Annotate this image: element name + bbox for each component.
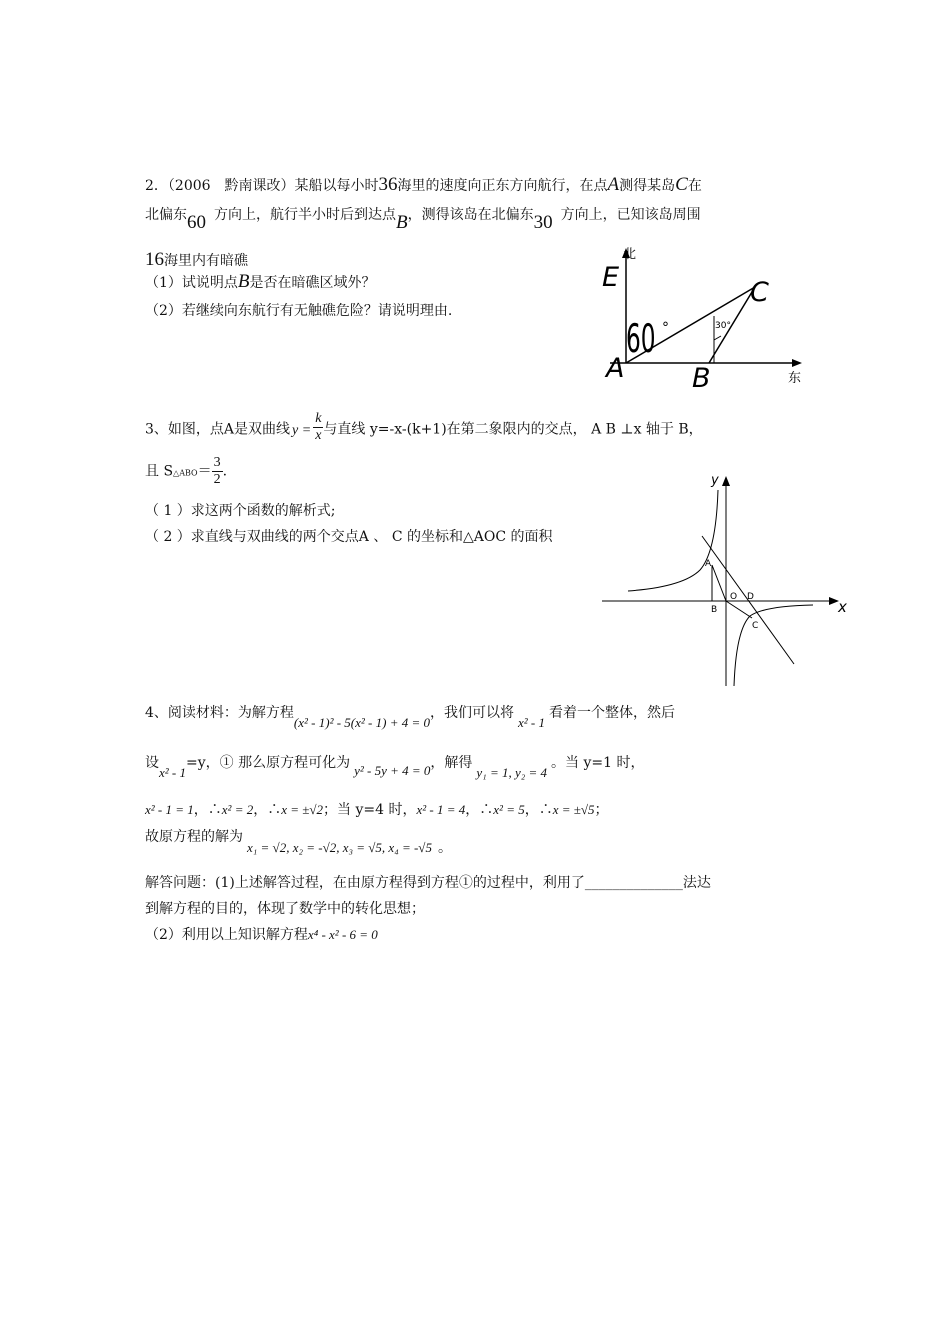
equation-quartic: x⁴ - x² - 6 = 0	[307, 927, 378, 942]
q3-intro	[145, 413, 703, 446]
navigation-diagram	[600, 240, 815, 390]
q3-sub1: （ 1 ）求这两个函数的解析式;	[145, 503, 336, 519]
equation-main: (x² - 1)² - 5(x² - 1) + 4 = 0	[293, 715, 431, 730]
point-b-label: B	[711, 605, 718, 615]
q3-text: 3、如图，点A是双曲线	[145, 421, 291, 438]
solution-y: y₁ = 1, y₂ = 4	[476, 765, 548, 780]
triangle-subscript: △ABO	[173, 468, 198, 478]
q2-line1	[145, 176, 702, 195]
hyperbola-branch-q2	[628, 490, 718, 591]
expression-x2-minus-1: x² - 1	[159, 765, 186, 780]
period: .	[222, 463, 228, 480]
label-c: C	[750, 277, 769, 308]
q2-value-30: 30	[533, 212, 553, 233]
east-label: 东	[788, 371, 802, 386]
q4-text: 4、阅读材料：为解方程	[145, 705, 294, 721]
y-axis-label: y	[711, 473, 719, 488]
q4-text: ，解得	[430, 755, 473, 771]
period: 。	[437, 840, 452, 856]
label-a: A	[606, 353, 625, 384]
q2-text: 在	[687, 178, 702, 194]
point-b-label: B	[396, 212, 408, 233]
expression-x2-minus-1: x² - 1	[518, 715, 546, 730]
fraction-k-over-x	[313, 411, 323, 444]
q2-text: 北偏东	[145, 207, 187, 223]
solution-x: x₁ = √2, x₂ = -√2, x₃ = √5, x₄ = -√5	[247, 840, 432, 855]
equation-step: x² = 5	[493, 802, 525, 817]
equation-step: x² - 1 = 4	[416, 802, 466, 817]
therefore-text: ，∴	[524, 802, 553, 818]
equation-step: x = ±√5	[552, 802, 595, 817]
q4-answer1-cont: 到解方程的目的，体现了数学中的转化思想；	[145, 901, 425, 917]
point-b-label: B	[237, 271, 250, 292]
answer-blank[interactable]: ______________	[584, 875, 683, 891]
segment-ao	[712, 565, 726, 601]
q2-value-36: 36	[378, 174, 398, 195]
angle-60-label: 60	[626, 315, 656, 362]
fraction-denominator: x	[315, 428, 322, 443]
equals-sign: ＝	[197, 463, 212, 480]
q2-text: 方向上，已知该岛周围	[560, 207, 701, 223]
north-label: 北	[623, 247, 637, 262]
q4-text: （2）利用以上知识解方程	[145, 927, 308, 943]
q2-text: 测得某岛	[619, 178, 676, 194]
equation-step: x² = 2	[221, 802, 254, 817]
point-d-label: D	[747, 592, 754, 602]
q2-value-16: 16	[145, 249, 164, 270]
hyperbola-graph	[598, 470, 868, 690]
therefore-text: ，∴	[193, 802, 222, 818]
degree-symbol: °	[662, 320, 669, 336]
q4-text: 设	[145, 755, 159, 771]
therefore-text: ，∴	[253, 802, 282, 818]
q3-area-line	[145, 455, 227, 488]
x-axis-label: x	[838, 598, 847, 616]
q4-line2	[145, 751, 645, 780]
point-c-label: C	[675, 174, 688, 195]
angle-mark-b	[714, 336, 721, 340]
y-equals: y =	[292, 422, 312, 438]
q2-value-60: 60	[187, 212, 206, 233]
segment-oc	[726, 601, 752, 618]
q2-sub2: （2）若继续向东航行有无触礁危险？请说明理由.	[145, 303, 453, 319]
fraction-numerator: k	[315, 411, 322, 426]
q2-text: 方向上，航行半小时后到达点	[214, 207, 396, 223]
q4-line4	[145, 826, 452, 856]
q4-line3	[145, 799, 609, 821]
semicolon: ；	[594, 802, 609, 818]
q4-text: 看着一个整体，然后	[549, 705, 676, 721]
q4-line1	[145, 700, 676, 730]
point-a-label: A	[705, 559, 712, 569]
q2-text: 2．（2006 黔南课改）某船以每小时	[145, 178, 379, 194]
east-arrowhead	[792, 359, 802, 367]
q3-text: 且 S	[145, 463, 174, 480]
q3-text: 与直线 y=-x-(k+1)在第二象限内的交点， A B ⊥x 轴于 B，	[323, 421, 703, 438]
fraction-denominator: 2	[213, 472, 221, 487]
q4-text: ；当 y=4 时，	[323, 802, 417, 818]
point-c-label: C	[752, 621, 759, 631]
q2-sub1-text: 是否在暗礁区域外？	[249, 275, 376, 291]
hyperbola-branch-q4	[734, 605, 813, 686]
q2-line2	[145, 205, 701, 233]
therefore-text: ，∴	[465, 802, 494, 818]
q4-answer2	[145, 926, 378, 944]
fraction-3-over-2	[212, 455, 223, 488]
label-b: B	[692, 363, 711, 390]
q4-text: ，我们可以将	[430, 705, 515, 721]
equation-step: x = ±√2	[281, 802, 324, 817]
q2-sub1	[145, 273, 376, 292]
q2-text: 海里内有暗礁	[164, 253, 248, 269]
q4-text: 解答问题：(1)上述解答过程，在由原方程得到方程①的过程中，利用了	[145, 875, 585, 891]
q2-text: 海里的速度向正东方向航行，在点	[397, 178, 608, 194]
q4-answer1	[145, 874, 711, 892]
q2-sub1-text: （1）试说明点	[145, 275, 238, 291]
point-o-label: O	[730, 592, 738, 602]
equation-step: x² - 1 = 1	[145, 802, 194, 817]
q2-line3	[145, 251, 248, 270]
q4-text: =y，① 那么原方程可化为	[186, 755, 351, 771]
q3-sub2: （ 2 ）求直线与双曲线的两个交点A 、 C 的坐标和△AOC 的面积	[145, 529, 553, 545]
label-e: E	[602, 262, 620, 293]
equation-in-y: y² - 5y + 4 = 0	[354, 763, 431, 778]
q4-text: 故原方程的解为	[145, 829, 243, 845]
q4-text: 。当 y=1 时，	[551, 755, 645, 771]
y-arrowhead	[722, 476, 730, 486]
angle-30-label: 30°	[715, 321, 731, 331]
point-a-label: A	[607, 174, 620, 195]
q2-text: ，测得该岛在北偏东	[407, 207, 534, 223]
q4-text: 法达	[682, 875, 711, 891]
fraction-numerator: 3	[213, 455, 221, 470]
